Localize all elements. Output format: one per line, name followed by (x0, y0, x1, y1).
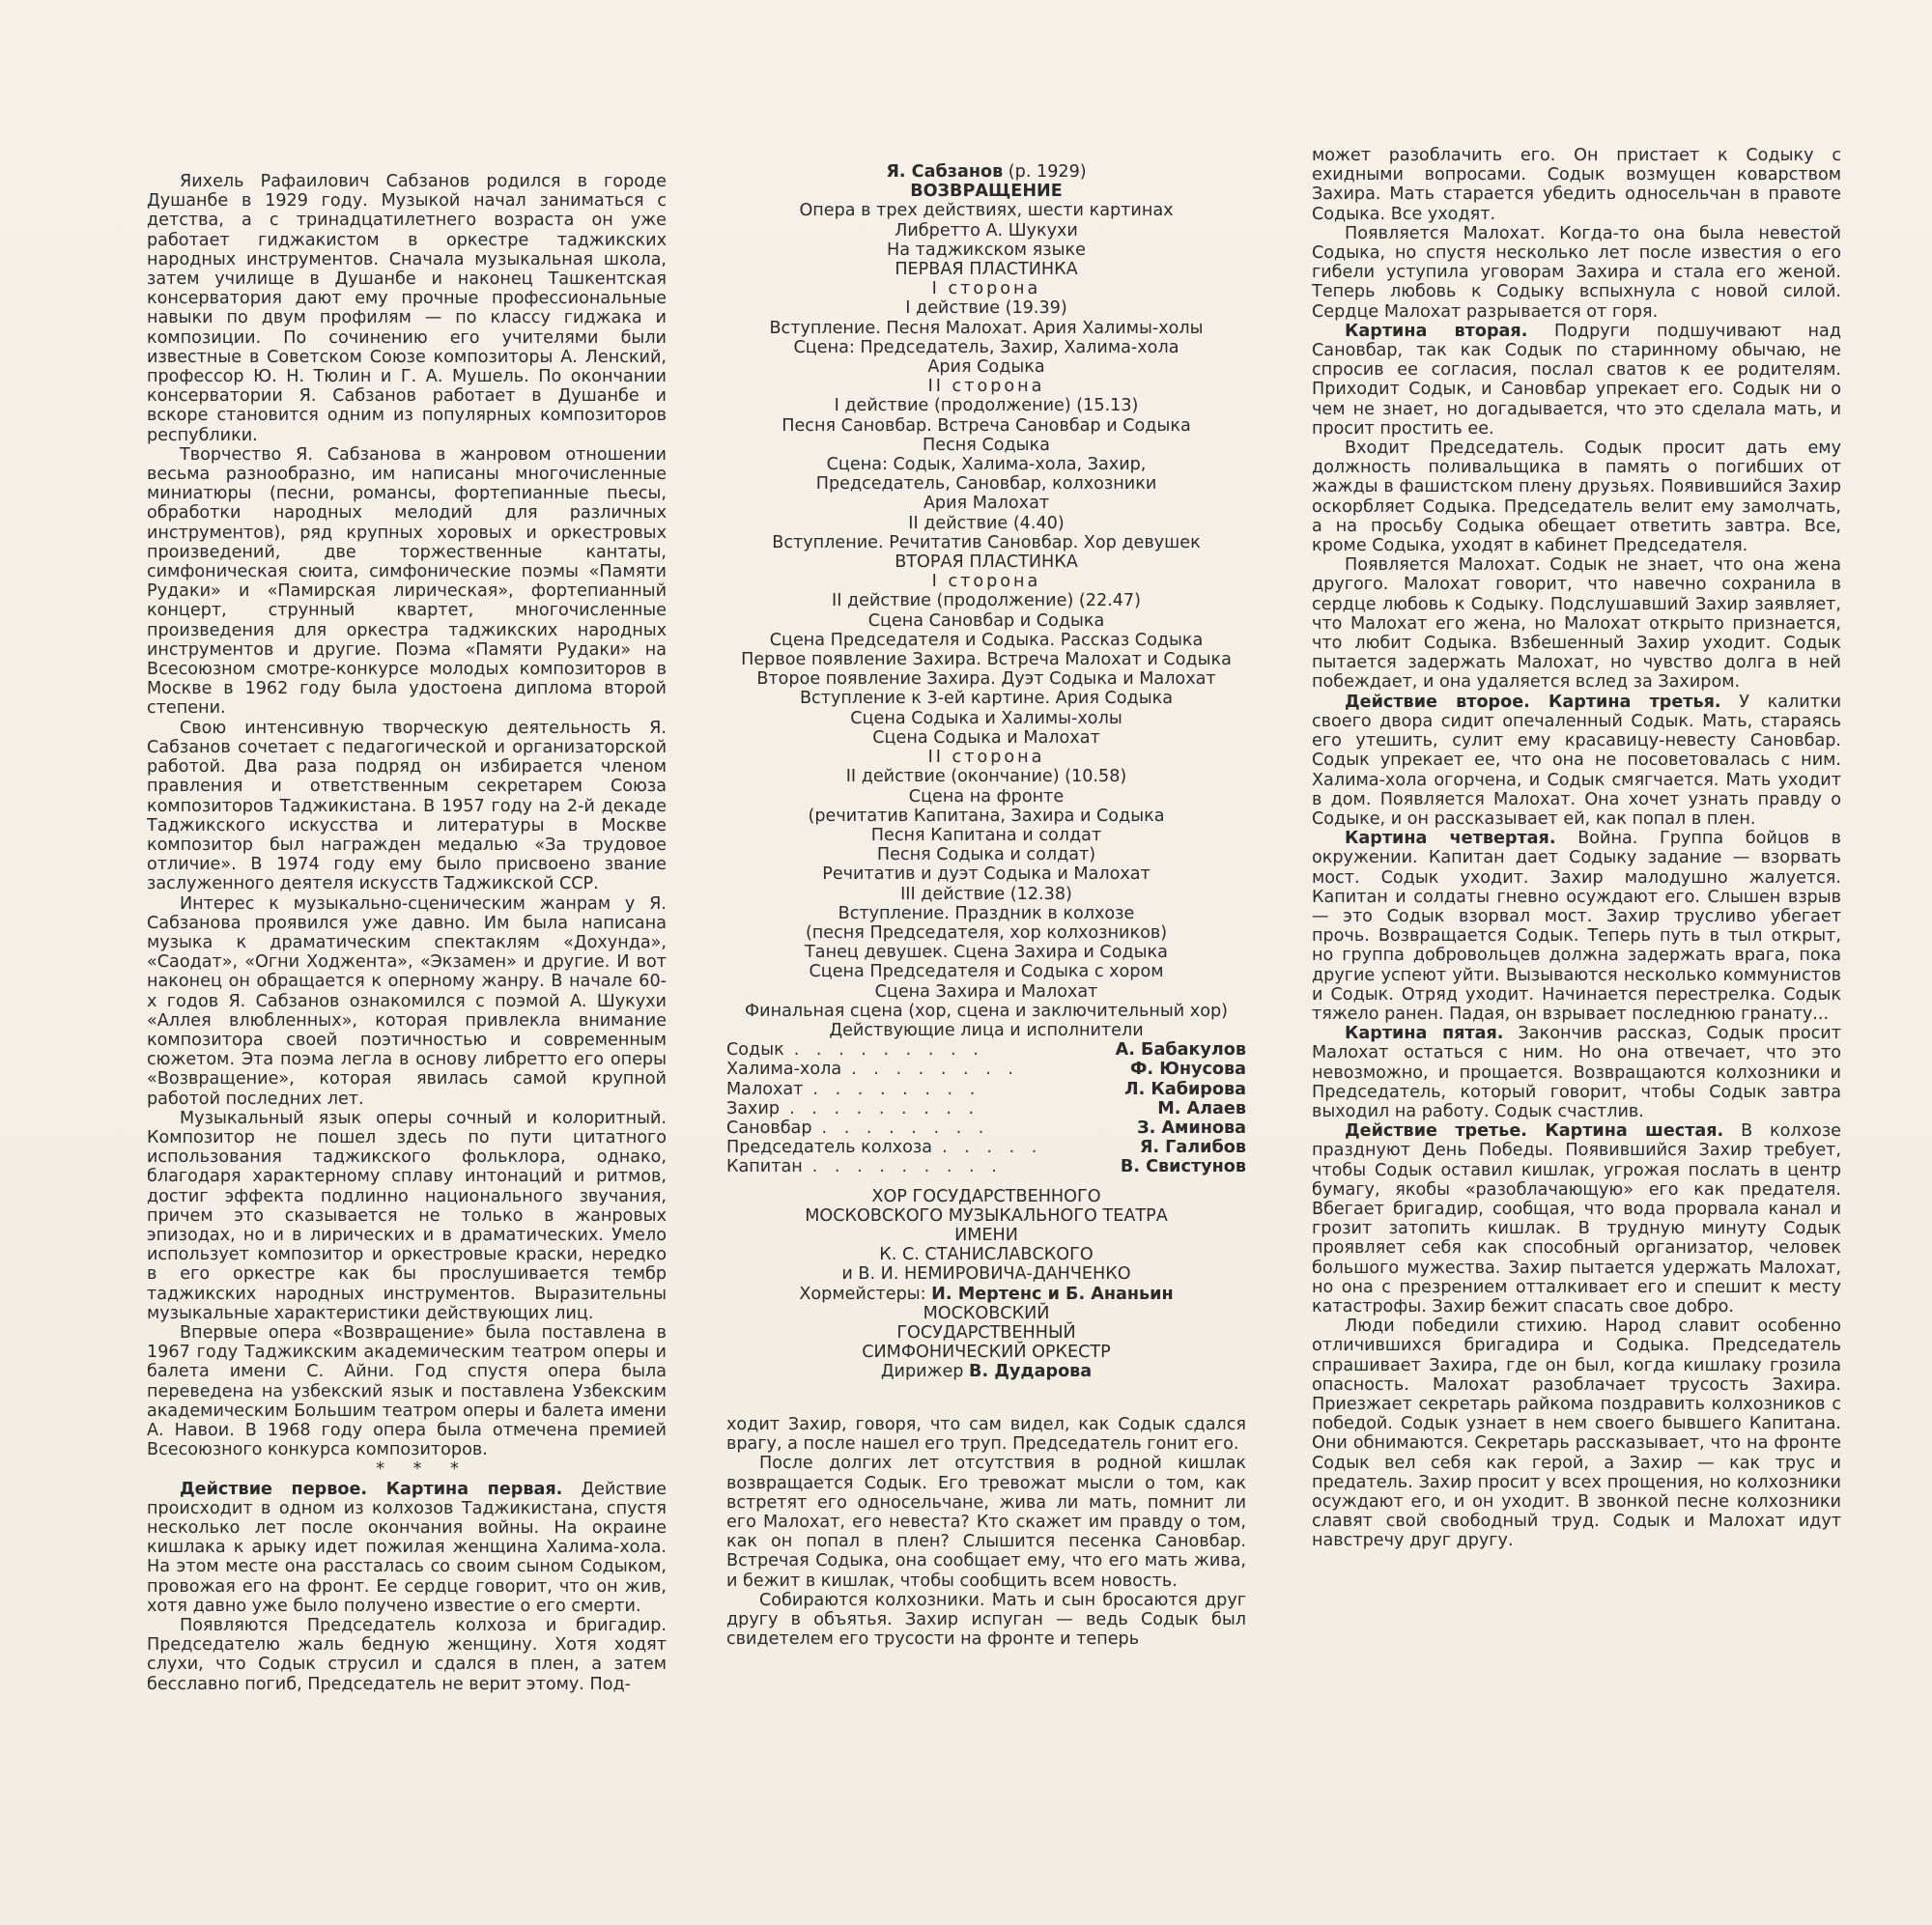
cast-role: Содык (726, 1040, 784, 1061)
scene4-heading: Картина четвертая. (1345, 829, 1556, 849)
kolkhozniks-gather-paragraph: Собираются колхозники. Мать и сын бросаются друг другу в объятья. Захир испуган — ведь Содык был свидетелем его трусости на фронте и теперь (726, 1590, 1246, 1650)
scene2-paragraph (1312, 322, 1841, 439)
scene2-text: Подруги подшучивают над Сановбар, так как Содык по старинному обычаю, не спросив ее согласия, послал сватов к ее родителям. Приходит Содык, и Сановбар упрекает его. Содык ни о чем не знает, но догадывается, что это сделала мать, и просит простить ее. (1312, 321, 1842, 439)
program-line: Сцена: Содык, Халима-хола, Захир, (826, 455, 1147, 475)
cast-performer: З. Аминова (1137, 1118, 1246, 1138)
choir-block (726, 1187, 1246, 1285)
program-line: Ария Содыка (927, 357, 1045, 378)
malokhat-appears-paragraph: Появляется Малохат. Содык не знает, что она жена другого. Малохат говорит, что навечно сохранила в сердце любовь к Содыку. Подслушавший Захир заявляет, что Малохат его жена, но Малохат открыто признается, что любит Содыка. Взбешенный Захир уходит. Содык пытается задержать Малохат, но чувство долга в ней побеждает, и она удаляется вслед за Захиром. (1312, 555, 1841, 693)
opera-origin-paragraph: Интерес к музыкально-сценическим жанрам у Я. Сабзанова проявился уже давно. Им была написана музыка к драматическим спектаклям «Дохунда», «Саодат», «Огни Ходжента», «Экзамен» и другие. И вот наконец он обращается к оперному жанру. В начале 60-х годов Я. Сабзанов ознакомился с поэмой А. Шукухи «Аллея влюбленных», которая привлекла внимание композитора своей поэтичностью и современным сюжетом. Эта поэма легла в основу либретто его оперы «Возвращение», которая явилась самой крупной работой последних лет. (147, 893, 667, 1109)
choir-line: ХОР ГОСУДАРСТВЕННОГО (871, 1186, 1101, 1206)
libretto-line: Либретто А. Шукухи (895, 220, 1078, 241)
act3-scene6-heading: Действие третье. Картина шестая. (1345, 1121, 1724, 1142)
cast-leader-dots: . . . . . . . . (851, 1060, 1020, 1080)
scene5-text: Закончив рассказ, Содык просит Малохат остаться с ним. Но она отвечает, что это невозможно, и прощается. Возвращаются колхозники и Председатель, который говорит, чтобы Содык завтра выходил на работу. Содык счастлив. (1312, 1024, 1841, 1121)
column-middle-synopsis (726, 1415, 1246, 1649)
choirmasters-names: И. Мертенс и Б. Ананьин (931, 1284, 1174, 1304)
section-divider-stars: * * * (376, 1459, 470, 1480)
cast-leader-dots: . . . . . . . . . (793, 1040, 984, 1061)
program-line: Вступление. Песня Малохат. Ария Халимы-холы (769, 318, 1204, 338)
program-line: Сцена Председателя и Содыка. Рассказ Содыка (769, 630, 1204, 650)
conductor-line (726, 1362, 1246, 1381)
program-line: Вступление к 3-ей картине. Ария Содыка (799, 689, 1174, 709)
choir-line: и В. И. НЕМИРОВИЧА-ДАНЧЕНКО (841, 1264, 1131, 1285)
cast-row (726, 1138, 1246, 1157)
cast-row (726, 1099, 1246, 1118)
synopsis-continuation: ходит Захир, говоря, что сам видел, как Содык сдался врагу, а после нашел его труп. Председатель гонит его. (726, 1415, 1246, 1455)
program-line: Сцена Содыка и Малохат (872, 727, 1100, 748)
cast-role: Сановбар (726, 1118, 812, 1138)
program-line: Сцена Председателя и Содыка с хором (809, 962, 1164, 982)
program-list (726, 260, 1246, 1040)
finale-paragraph: Люди победили стихию. Народ славит особенно отличившихся бригадира и Содыка. Председатель спрашивает Захира, где он был, когда кишлаку грозила опасность. Малохат разоблачает трусость Захира. Приезжает секретарь райкома поздравить колхозников с победой. Содык узнает в нем своего бывшего Капитана. Они обнимаются. Секретарь рассказывает, что на фронте Содык вел себя как герой, а Захир — как трус и предатель. Захир просит у всех прощения, но колхозники осуждают его, и он уходит. В звонкой песне колхозники славят свой свободный труд. Содык и Малохат идут навстречу друг другу. (1312, 1316, 1841, 1551)
cast-performer: Л. Кабирова (1124, 1079, 1246, 1099)
program-line: Песня Содыка и солдат) (876, 845, 1096, 865)
malokhat-paragraph: Появляется Малохат. Когда-то она была невестой Содыка, но спустя несколько лет после известия о его гибели уступила уговорам Захира и стала его женой. Теперь любовь к Содыку вспыхнула с новой силой. Сердце Малохат разрывается от горя. (1312, 223, 1841, 322)
cast-role: Капитан (726, 1157, 803, 1177)
program-line: I сторона (931, 279, 1041, 299)
scene4-paragraph (1312, 829, 1841, 1024)
cast-performer: Ф. Юнусова (1129, 1060, 1246, 1080)
program-line: Председатель, Сановбар, колхозники (815, 474, 1157, 495)
orchestra-line: СИМФОНИЧЕСКИЙ ОРКЕСТР (862, 1343, 1111, 1363)
chairman-enters-paragraph: Входит Председатель. Содык просит дать ему должность поливальщика в память о погибших от жажды в фашистском плену друзьях. Появившийся Захир оскорбляет Содыка. Председатель велит ему замолчать, а на просьбу Содыка обещает ответить завтра. Все, кроме Содыка, уходят в кабинет Председателя. (1312, 439, 1841, 556)
composer-years: (р. 1929) (1003, 162, 1087, 182)
program-line: Действующие лица и исполнители (829, 1020, 1144, 1040)
cast-role: Председатель колхоза (726, 1138, 933, 1158)
act3-scene6-text: В колхозе празднуют День Победы. Появившийся Захир требует, чтобы Содык оставил кишлак, угрожая послать в центр бумагу, якобы «разоблачающую» его как предателя. Вбегает бригадир, сообщая, что вода прорвала канал и грозит затопить кишлак. В трудную минуту Содык проявляет себя как способный организатор, человек большого мужества. Захир пытается удержать Малохат, но она с презрением отталкивает его и спешит к месту катастрофы. Захир бежит спасать свое добро. (1312, 1121, 1842, 1316)
program-line: Вступление. Праздник в колхозе (838, 903, 1135, 923)
choir-line: МОСКОВСКОГО МУЗЫКАЛЬНОГО ТЕАТРА (805, 1205, 1168, 1226)
program-line: ПЕРВАЯ ПЛАСТИНКА (895, 260, 1078, 280)
program-line: ВТОРАЯ ПЛАСТИНКА (895, 552, 1078, 573)
biography-paragraph: Яихель Рафаилович Сабзанов родился в городе Душанбе в 1929 году. Музыкой начал заниматься с детства, а с тринадцатилетнего возраста он уже работает гиджакистом в оркестре таджикских народных инструментов. Сначала музыкальная школа, затем училище в Душанбе и наконец Ташкентская консерватория дают ему прочные профессиональные навыки по двум профилям — по классу гиджака и композиции. По сочинению его учителями были известные в Советском Союзе композиторы А. Ленский, профессор Ю. Н. Тюлин и Г. А. Мушель. По окончании консерватории Я. Сабзанов работает в Душанбе и вскоре становится одним из популярных композиторов республики. (147, 172, 667, 445)
teaching-paragraph: Свою интенсивную творческую деятельность Я. Сабзанов сочетает с педагогической и организаторской работой. Два раза подряд он избирается членом правления и ответственным секретарем Союза композиторов Таджикистана. В 1957 году на 2-й декаде Таджикского искусства и литературы в Москве композитор был награжден медалью «За трудовое отличие». В 1974 году ему было присвоено звание заслуженного деятеля искусств Таджикской ССР. (147, 718, 667, 894)
cast-performer: М. Алаев (1157, 1098, 1246, 1118)
scene5-heading: Картина пятая. (1345, 1024, 1504, 1044)
program-line: Ария Малохат (923, 494, 1050, 514)
conductor-label: Дирижер (880, 1362, 970, 1382)
program-line: II сторона (927, 748, 1045, 768)
program-line: I действие (продолжение) (15.13) (834, 396, 1139, 416)
program-line: Речитатив и дуэт Содыка и Малохат (822, 864, 1151, 885)
program-line: (песня Председателя, хор колхозников) (805, 922, 1168, 943)
choir-line: К. С. СТАНИСЛАВСКОГО (879, 1245, 1094, 1265)
language-line: На таджикском языке (887, 240, 1086, 260)
cast-row (726, 1060, 1246, 1079)
scene5-paragraph (1312, 1024, 1841, 1121)
act2-scene3-heading: Действие второе. Картина третья. (1345, 692, 1721, 712)
choirmasters-line (726, 1285, 1246, 1304)
cast-leader-dots: . . . . . . . . . (811, 1157, 1003, 1177)
cast-leader-dots: . . . . . . . . (812, 1079, 981, 1099)
act2-scene3-paragraph (1312, 693, 1841, 829)
cast-row (726, 1118, 1246, 1138)
program-line: Сцена Сановбар и Содыка (867, 610, 1105, 631)
program-line: II действие (4.40) (908, 513, 1065, 533)
cast-role: Малохат (726, 1079, 804, 1099)
act1-scene1-text: Действие происходит в одном из колхозов Таджикистана, спустя несколько лет после окончания войны. На окраине кишлака к арыку идет пожилая женщина Халима-хола. На этом месте она рассталась со своим сыном Содыком, провожая его на фронт. Ее сердце говорит, что он жив, хотя давно уже было получено известие о его смерти. (147, 1479, 667, 1616)
program-line: Сцена Содыка и Халимы-холы (850, 708, 1122, 728)
cast-row (726, 1157, 1246, 1176)
cast-row (726, 1080, 1246, 1099)
opera-subtitle: Опера в трех действиях, шести картинах (799, 201, 1174, 221)
creative-work-paragraph: Творчество Я. Сабзанова в жанровом отношении весьма разнообразно, им написаны многочисленные миниатюры (песни, романсы, фортепианные пьесы, обработки народных мелодий для различных инструментов), ряд крупных хоровых и оркестровых произведений, две торжественные кантаты, симфоническая сюита, симфонические поэмы «Памяти Рудаки» и «Памирская лирическая», фортепианный концерт, струнный квартет, многочисленные произведения для оркестра таджикских народных инструментов и другие. Поэма «Памяти Рудаки» на Всесоюзном смотре-конкурсе молодых композиторов в Москве в 1962 году была удостоена диплома второй степени. (147, 444, 667, 719)
composer-line (726, 162, 1246, 182)
act1-scene1-heading: Действие первое. Картина первая. (180, 1479, 563, 1499)
synopsis-right-p1: может разоблачить его. Он пристает к Содыку с ехидными вопросами. Содык возмущен коварством Захира. Мать старается убедить односельчан в правоте Содыка. Все уходят. (1312, 146, 1841, 224)
scene2-heading: Картина вторая. (1345, 321, 1528, 341)
act2-scene3-text: У калитки своего двора сидит опечаленный Содык. Мать, стараясь его утешить, сулит ему красавицу-невесту Сановбар. Содык упрекает ее, что она не посоветовалась с ним. Халима-хола огорчена, и Содык смягчается. Мать уходит в дом. Появляется Малохат. Она хочет узнать правду о Содыке, и он рассказывает ей, как попал в плен. (1312, 692, 1842, 829)
column-left (147, 172, 667, 1694)
premiere-paragraph: Впервые опера «Возвращение» была поставлена в 1967 году Таджикским академическим театром оперы и балета имени С. Айни. Год спустя опера была переведена на узбекский язык и поставлена Узбекским академическим Большим театром оперы и балета имени А. Навои. В 1968 году опера была отмечена премией Всесоюзного конкурса композиторов. (147, 1322, 667, 1460)
orchestra-block (726, 1304, 1246, 1363)
choir-line: ИМЕНИ (954, 1225, 1018, 1245)
cast-role: Захир (726, 1098, 781, 1118)
column-right (1312, 146, 1841, 1551)
orchestra-line: ГОСУДАРСТВЕННЫЙ (896, 1322, 1076, 1343)
program-line: (речитатив Капитана, Захира и Содыка (808, 806, 1165, 826)
cast-role: Халима-хола (726, 1060, 842, 1080)
scene4-text: Война. Группа бойцов в окружении. Капитан дает Содыку задание — взорвать мост. Содык уходит. Захир малодушно жалуется. Капитан и солдаты гневно осуждают его. Слышен взрыв — это Содык взорвал мост. Захир трусливо убегает прочь. Возвращается Содык. Теперь путь в тыл открыт, но группа добровольцев должна задержать врага, пока другие успеют уйти. Вызываются несколько коммунистов и Содык. Отряд уходит. Начинается перестрелка. Содык тяжело ранен. Падая, он взрывает последнюю гранату... (1312, 829, 1841, 1024)
conductor-name: В. Дударова (969, 1362, 1093, 1382)
sodyk-returns-paragraph: После долгих лет отсутствия в родной кишлак возвращается Содык. Его тревожат мысли о том, как встретят его односельчане, жива ли мать, помнит ли его Малохат, его невеста? Кто скажет им правду о том, как он попал в плен? Слышится песенка Сановбар. Встречая Содыка, она сообщает ему, что его мать жива, и бежит в кишлак, чтобы сообщить всем новость. (726, 1454, 1246, 1591)
program-line: I сторона (931, 572, 1041, 592)
program-line: Первое появление Захира. Встреча Малохат и Содыка (741, 650, 1232, 670)
cast-leader-dots: . . . . . (942, 1138, 1043, 1158)
program-line: Сцена: Председатель, Захир, Халима-хола (793, 337, 1179, 357)
program-line: Сцена Захира и Малохат (874, 981, 1098, 1002)
program-line: II сторона (927, 377, 1045, 397)
opera-title: ВОЗВРАЩЕНИЕ (910, 182, 1063, 202)
program-line: Финальная сцена (хор, сцена и заключительный хор) (744, 1001, 1229, 1021)
column-middle-program (726, 162, 1246, 1382)
cast-performer: В. Свистунов (1120, 1157, 1246, 1177)
program-line: Второе появление Захира. Дуэт Содыка и Малохат (756, 669, 1216, 690)
cast-row (726, 1040, 1246, 1060)
act1-scene1-paragraph (147, 1480, 667, 1616)
choirmasters-label: Хормейстеры: (799, 1284, 932, 1304)
music-language-paragraph: Музыкальный язык оперы сочный и колоритный. Композитор не пошел здесь по пути цитатного использования таджикского фольклора, однако, благодаря характерному сплаву интонаций и ритмов, достиг эффекта подлинно национального звучания, причем это сказывается не только в жанровых эпизодах, но и в лирических и в драматических. Умело использует композитор и оркестровые краски, нередко в его оркестре как бы прослушивается тембр таджикских народных инструментов. Выразительны музыкальные характеристики действующих лиц. (147, 1108, 667, 1323)
program-line: Вступление. Речитатив Сановбар. Хор девушек (772, 532, 1201, 552)
program-line: II действие (окончание) (10.58) (845, 767, 1127, 787)
cast-leader-dots: . . . . . . . . . (789, 1098, 980, 1118)
cast-performer: Я. Галибов (1139, 1138, 1246, 1158)
act3-scene6-paragraph (1312, 1121, 1841, 1316)
program-line: Песня Содыка (923, 435, 1050, 455)
program-line: Сцена на фронте (908, 786, 1065, 807)
program-line: II действие (продолжение) (22.47) (832, 591, 1141, 611)
cast-leader-dots: . . . . . . . . (821, 1118, 990, 1138)
program-line: Песня Капитана и солдат (870, 825, 1102, 845)
program-line: Танец девушек. Сцена Захира и Содыка (805, 943, 1168, 963)
composer-name: Я. Сабзанов (886, 162, 1004, 182)
orchestra-line: МОСКОВСКИЙ (923, 1303, 1050, 1323)
program-line: I действие (19.39) (905, 298, 1067, 319)
chairman-paragraph: Появляются Председатель колхоза и бригадир. Председателю жаль бедную женщину. Хотя ходят слухи, что Содык струсил и сдался в плен, а затем бесславно погиб, Председатель не верит этому. Под- (147, 1616, 667, 1694)
cast-list (726, 1040, 1246, 1176)
cast-performer: А. Бабакулов (1115, 1040, 1246, 1061)
program-line: Песня Сановбар. Встреча Сановбар и Содыка (781, 415, 1191, 436)
program-line: III действие (12.38) (900, 884, 1072, 904)
